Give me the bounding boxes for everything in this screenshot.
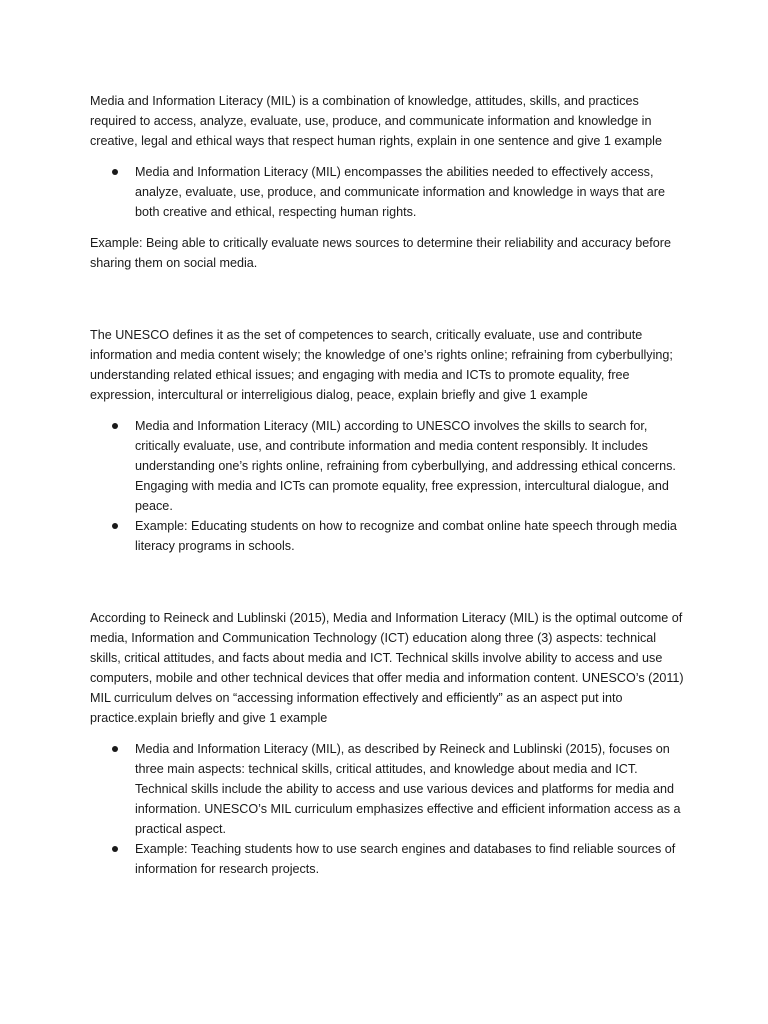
bullet-item bbox=[90, 416, 686, 516]
bullet-item bbox=[90, 516, 686, 556]
answer-list-2 bbox=[90, 416, 686, 556]
example-paragraph-1: Example: Being able to critically evaluate news sources to determine their reliability and accuracy before sharing them on social media. bbox=[90, 236, 672, 270]
bullet-icon bbox=[112, 746, 118, 752]
bullet-icon bbox=[112, 423, 118, 429]
bullet-icon bbox=[112, 846, 118, 852]
answer-list-1 bbox=[90, 162, 686, 222]
bullet-text: Media and Information Literacy (MIL), as described by Reineck and Lublinski (2015), focuses on three main aspects: technical skills, critical attitudes, and knowledge about media and ICT. Technical skills include the ability to access and use various devices and platforms for media and information. UNESCO’s MIL curriculum emphasizes effective and efficient information access as a practical aspect. bbox=[135, 742, 681, 836]
question-paragraph-1: Media and Information Literacy (MIL) is a combination of knowledge, attitudes, skills, and practices required to access, analyze, evaluate, use, produce, and communicate information and knowledge in creative, legal and ethical ways that respect human rights, explain in one sentence and give 1 example bbox=[90, 94, 662, 148]
bullet-text: Media and Information Literacy (MIL) encompasses the abilities needed to effectively access, analyze, evaluate, use, produce, and communicate information and knowledge in ways that are both creative and ethical, respecting human rights. bbox=[135, 165, 665, 219]
bullet-item bbox=[90, 162, 686, 222]
bullet-text: Example: Teaching students how to use search engines and databases to find reliable sources of information for research projects. bbox=[135, 842, 676, 876]
bullet-icon bbox=[112, 523, 118, 529]
answer-list-3 bbox=[90, 739, 686, 879]
question-paragraph-2: The UNESCO defines it as the set of competences to search, critically evaluate, use and contribute information and media content wisely; the knowledge of one’s rights online; refraining from cyberbullying; understanding related ethical issues; and engaging with media and ICTs to promote equality, free expression, intercultural or interreligious dialog, peace, explain briefly and give 1 example bbox=[90, 328, 673, 402]
bullet-text: Example: Educating students on how to recognize and combat online hate speech through media literacy programs in schools. bbox=[135, 519, 677, 553]
question-paragraph-3: According to Reineck and Lublinski (2015), Media and Information Literacy (MIL) is the optimal outcome of media, Information and Communication Technology (ICT) education along three (3) aspects: technical skills, critical attitudes, and facts about media and ICT. Technical skills involve ability to access and use computers, mobile and other technical devices that offer media and information content. UNESCO’s (2011) MIL curriculum delves on “accessing information effectively and efficiently” as an aspect put into practice.explain briefly and give 1 example bbox=[90, 611, 684, 725]
bullet-item bbox=[90, 739, 686, 839]
bullet-text: Media and Information Literacy (MIL) according to UNESCO involves the skills to search for, critically evaluate, use, and contribute information and media content responsibly. It includes understanding one’s rights online, refraining from cyberbullying, and addressing ethical concerns. Engaging with media and ICTs can promote equality, free expression, intercultural dialogue, and peace. bbox=[135, 419, 676, 513]
document-page bbox=[90, 91, 686, 879]
bullet-item bbox=[90, 839, 686, 879]
bullet-icon bbox=[112, 169, 118, 175]
